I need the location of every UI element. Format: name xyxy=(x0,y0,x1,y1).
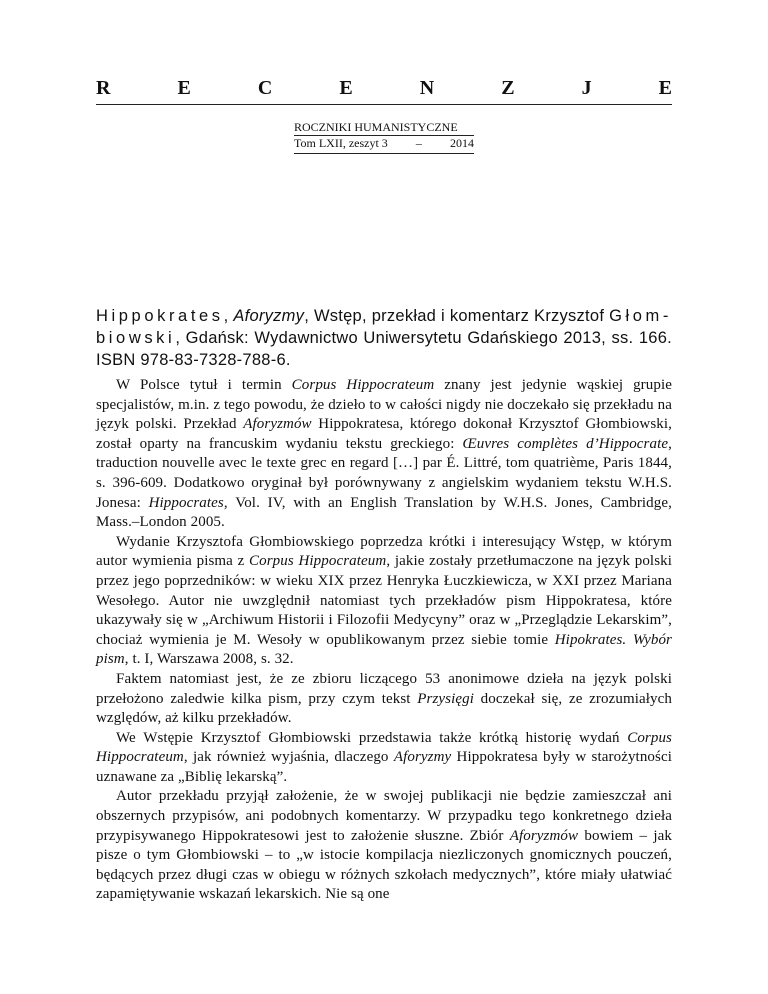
text-run: We Wstępie Krzysztof Głombiowski przedstawia także krótką historię wydań xyxy=(116,729,628,746)
translator-name-part1: Głom- xyxy=(609,307,672,325)
section-title-letter: R xyxy=(96,77,111,99)
review-body xyxy=(96,376,672,905)
text-run: bowiem – jak pisze o tym Głombiowski – to „w istocie kompilacja niezliczonych gnomicznych pouczeń, będących przez długi czas w obiegu w różnych szkołach medycznych”, które miały ułatwiać zapamiętywanie wskazań lekarskich. Nie są one xyxy=(96,827,672,903)
italic-title: Corpus Hippocrateum xyxy=(96,729,672,766)
italic-title: Aforyzmy xyxy=(393,749,452,766)
section-title-letter: N xyxy=(419,77,435,99)
journal-volume-line xyxy=(294,136,474,151)
text-run: W Polsce tytuł i termin xyxy=(116,377,292,393)
journal-volume: Tom LXII, zeszyt 3 xyxy=(294,136,388,150)
bibliographic-entry xyxy=(96,305,672,371)
section-title-letter: E xyxy=(177,77,191,99)
biblio-separator: , xyxy=(223,307,234,325)
journal-dash: – xyxy=(415,136,422,150)
journal-rule-bottom xyxy=(294,153,474,154)
text-run: Hippokratesa były w starożytności uznawane za „Biblię lekarską”. xyxy=(96,749,672,785)
section-title-letter: Z xyxy=(501,77,515,99)
book-title: Aforyzmy xyxy=(233,307,305,325)
italic-title: Corpus Hippocrateum xyxy=(291,377,435,393)
journal-header xyxy=(294,120,474,154)
paragraph xyxy=(96,376,672,533)
text-run: doczekał się, ze zrozumiałych względów, aż kilku przekładów. xyxy=(96,690,672,727)
text-run: , jak również wyjaśnia, dlaczego xyxy=(183,749,394,766)
text-run: Faktem natomiast jest, że ze zbioru liczącego 53 anonimowe dzieła na język polski przełożono zaledwie kilka pism, przy czym tekst xyxy=(96,670,672,707)
italic-title: Przysięgi xyxy=(417,690,474,707)
text-run: , jakie zostały przetłumaczone na język polski przez jego poprzedników: w wieku XIX przez Henryka Łuczkiewicza, w XXI przez Mariana Wesołego. Autor nie uwzględnił natomiast tych przekładów pism Hippokratesa, które ukazywały się w „Archiwum Historii i Filozofii Medycyny” oraz w „Przeglądzie Lekarskim”, chociaż wymienia je M. Wesoły w opublikowanym przez siebie tomie xyxy=(96,553,672,648)
journal-name: ROCZNIKI HUMANISTYCZNE xyxy=(294,120,458,134)
text-run: , Vol. IV, with an English Translation by W.H.S. Jones, Cambridge, Mass.–London 2005. xyxy=(96,494,672,531)
text-run: , t. I, Warszawa 2008, s. 32. xyxy=(124,651,294,668)
translator-name-part2: biowski xyxy=(96,329,176,347)
text-run: znany jest jedynie wąskiej grupie specjalistów, m.in. z tego powodu, że dzieło to w całości nigdy nie doczekało się przekładu na język polski. Przekład xyxy=(96,377,672,433)
text-run: Wydanie Krzysztofa Głombiowskiego poprzedza krótki i interesujący Wstęp, w którym autor wymienia pisma z xyxy=(96,533,672,570)
biblio-publication: , Gdańsk: Wydawnictwo Uniwersytetu Gdańskiego 2013, ss. 166. ISBN 978-83-7328-788-6. xyxy=(96,329,672,369)
book-author: Hippokrates xyxy=(96,307,224,325)
text-run: Autor przekładu przyjął założenie, że w swojej publikacji nie będzie zamieszczał ani obszernych przypisów, ani podobnych komentarzy. W przypadku tego konkretnego dzieła przypisywanego Hippokratesowi jest to założenie słuszne. Zbiór xyxy=(96,788,672,844)
paragraph xyxy=(96,533,672,670)
paragraph xyxy=(96,729,672,788)
italic-title: Corpus Hippocrateum xyxy=(249,553,387,570)
text-run: Hippokratesa, którego dokonał Krzysztof Głombiowski, został oparty na francuskim wydaniu tekstu greckiego: xyxy=(96,416,672,452)
section-title xyxy=(96,76,672,100)
section-title-letter: E xyxy=(658,77,672,99)
section-divider xyxy=(96,104,672,105)
paragraph xyxy=(96,787,672,905)
biblio-text: , Wstęp, przekład i komentarz Krzysztof xyxy=(304,307,610,325)
italic-title: Hippocrates xyxy=(148,494,224,511)
section-title-letter: J xyxy=(581,77,592,99)
italic-title: Aforyzmów xyxy=(243,416,312,433)
section-title-letter: E xyxy=(339,77,353,99)
italic-title: Œuvres complètes d’Hippocrate xyxy=(462,435,669,452)
italic-title: Aforyzmów xyxy=(509,827,579,844)
italic-title: Hipokrates. Wybór pism xyxy=(96,631,672,668)
paragraph xyxy=(96,670,672,729)
text-run: , traduction nouvelle avec le texte grec en regard […] par É. Littré, tom quatrième, Paris 1844, s. 396-609. Dodatkowo oryginał był porównywany z angielskim wydaniem tekstu W.H.S. Jonesa: xyxy=(96,435,672,511)
section-title-letter: C xyxy=(257,77,273,99)
journal-year: 2014 xyxy=(449,136,474,150)
